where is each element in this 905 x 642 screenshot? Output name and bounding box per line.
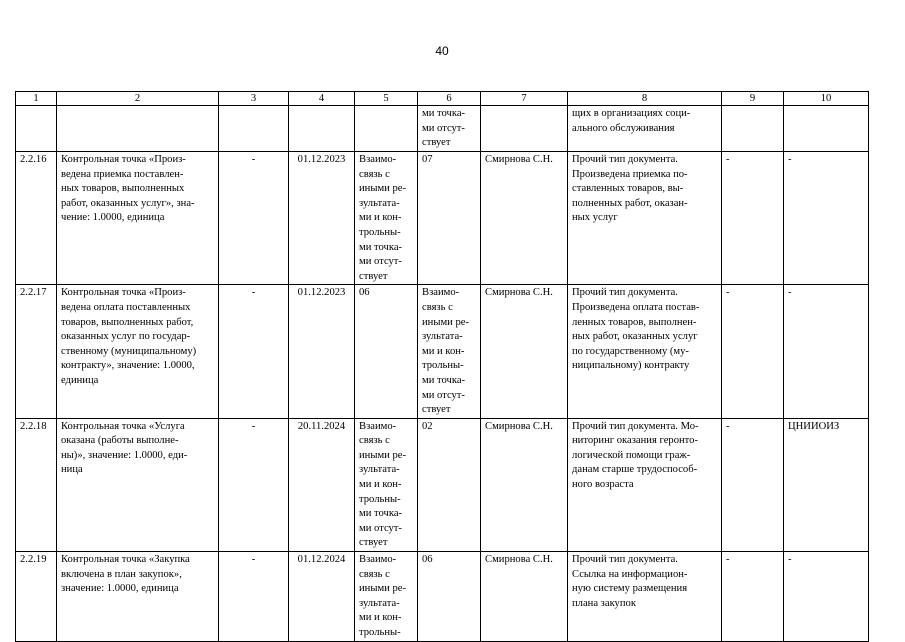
row-date: 01.12.2023 <box>289 285 355 418</box>
table-cell: 06 <box>418 552 481 642</box>
table-cell <box>481 106 568 152</box>
table-cell: - <box>219 552 289 642</box>
table-cell: 07 <box>418 152 481 285</box>
row-document: Прочий тип документа. Произведена приемка по- ставленных товаров, вы- полненных работ, оказан- ных услуг <box>568 152 722 285</box>
table-cell: - <box>722 152 784 285</box>
table-cell <box>722 106 784 152</box>
table-cell: 02 <box>418 418 481 551</box>
table-cell: Взаимо- связь с иными ре- зультата- ми и кон- трольны- <box>355 552 418 642</box>
table-cell: Взаимо- связь с иными ре- зультата- ми и кон- трольны- ми точка- ми отсут- ствует <box>418 285 481 418</box>
row-date: 01.12.2023 <box>289 152 355 285</box>
row-number: 2.2.17 <box>16 285 57 418</box>
row-name: Контрольная точка «Произ- ведена оплата поставленных товаров, выполненных работ, оказанных услуг по государ- ственному (муниципальному) контракту», значение: 1.0000, единица <box>57 285 219 418</box>
table-cell: - <box>219 418 289 551</box>
column-header: 5 <box>355 92 418 106</box>
table-row <box>16 152 869 285</box>
table-cell: - <box>219 152 289 285</box>
table-cell: - <box>722 418 784 551</box>
row-document: Прочий тип документа. Мо- ниторинг оказания геронто- логической помощи граж- данам старше трудоспособ- ного возраста <box>568 418 722 551</box>
table-cell: Взаимо- связь с иными ре- зультата- ми и кон- трольны- ми точка- ми отсут- ствует <box>355 418 418 551</box>
column-header: 9 <box>722 92 784 106</box>
table-cell: - <box>219 285 289 418</box>
table-cell: Взаимо- связь с иными ре- зультата- ми и кон- трольны- ми точка- ми отсут- ствует <box>355 152 418 285</box>
column-header: 3 <box>219 92 289 106</box>
column-header: 7 <box>481 92 568 106</box>
row-person: Смирнова С.Н. <box>481 418 568 551</box>
table-row <box>16 552 869 642</box>
table-cell: - <box>722 285 784 418</box>
table-cell: - <box>784 152 869 285</box>
column-header: 6 <box>418 92 481 106</box>
column-header: 2 <box>57 92 219 106</box>
row-number: 2.2.19 <box>16 552 57 642</box>
row-number: 2.2.16 <box>16 152 57 285</box>
table-cell <box>784 106 869 152</box>
table-cell: 06 <box>355 285 418 418</box>
table-cell <box>219 106 289 152</box>
row-person: Смирнова С.Н. <box>481 552 568 642</box>
row-document: Прочий тип документа. Ссылка на информацион- ную систему размещения плана закупок <box>568 552 722 642</box>
row-name: Контрольная точка «Закупка включена в план закупок», значение: 1.0000, единица <box>57 552 219 642</box>
table-cell: щих в организациях соци- ального обслуживания <box>568 106 722 152</box>
row-date: 01.12.2024 <box>289 552 355 642</box>
table-cell: - <box>784 552 869 642</box>
row-name: Контрольная точка «Услуга оказана (работы выполне- ны)», значение: 1.0000, еди- ница <box>57 418 219 551</box>
row-date: 20.11.2024 <box>289 418 355 551</box>
column-header: 1 <box>16 92 57 106</box>
table-cell <box>57 106 219 152</box>
table-row <box>16 285 869 418</box>
table-cell: - <box>784 285 869 418</box>
table-row <box>16 418 869 551</box>
page-number: 40 <box>435 44 449 58</box>
row-person: Смирнова С.Н. <box>481 285 568 418</box>
row-person: Смирнова С.Н. <box>481 152 568 285</box>
table-cell: - <box>722 552 784 642</box>
table-cell <box>16 106 57 152</box>
table-cell: ми точка- ми отсут- ствует <box>418 106 481 152</box>
table-cell <box>289 106 355 152</box>
column-header: 8 <box>568 92 722 106</box>
control-points-table <box>15 91 869 642</box>
row-number: 2.2.18 <box>16 418 57 551</box>
continuation-row <box>16 106 869 152</box>
table-cell: ЦНИИОИЗ <box>784 418 869 551</box>
column-header: 4 <box>289 92 355 106</box>
row-name: Контрольная точка «Произ- ведена приемка поставлен- ных товаров, выполненных работ, оказанных услуг», зна- чение: 1.0000, единица <box>57 152 219 285</box>
column-header: 10 <box>784 92 869 106</box>
table-cell <box>355 106 418 152</box>
header-row <box>16 92 869 106</box>
row-document: Прочий тип документа. Произведена оплата постав- ленных товаров, выполнен- ных работ, оказанных услуг по государственному (му- ниципальному) контракту <box>568 285 722 418</box>
